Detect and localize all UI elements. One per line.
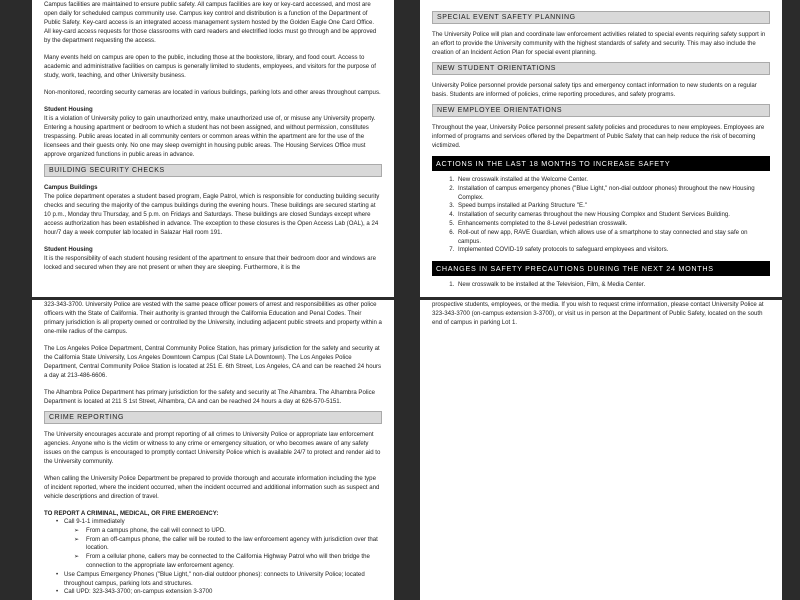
list-item: 3. Speed bumps installed at Parking Structure "E." bbox=[456, 202, 770, 211]
new-employee-paragraph: Throughout the year, University Police personnel present safety policies and procedures to new employees. Employees are informed of programs and services offered by the Department of Public Safety that can help reduce the risk of becoming victimized. bbox=[432, 124, 765, 149]
page-top-right bbox=[420, 0, 782, 297]
campus-buildings-title: Campus Buildings bbox=[44, 184, 98, 191]
list-item: 5. Enhancements completed to the 8-Level pedestrian crosswalk. bbox=[456, 220, 770, 229]
list-item-text: Call 9-1-1 immediately bbox=[64, 518, 125, 525]
section-header-special-event: SPECIAL EVENT SAFETY PLANNING bbox=[432, 11, 770, 24]
cameras-paragraph: Non-monitored, recording security cameras are located in various buildings, parking lots and other areas throughout campus. bbox=[44, 89, 381, 96]
section-header-new-student: NEW STUDENT ORIENTATIONS bbox=[432, 62, 770, 75]
lapd-paragraph: The Los Angeles Police Department, Central Community Police Station, has primary jurisdiction for the safety and security at the California State University, Los Angeles Downtown Campus (Cal State LA Downtown). The Los Angeles Police Department, Central Community Police Station is located at 251 E. 6th Street, Los Angeles, CA and can be reached 24 hours a day at 213-486-6606. bbox=[44, 345, 382, 379]
list-item bbox=[56, 518, 382, 571]
special-event-paragraph: The University Police will plan and coordinate law enforcement activities related to special events requiring safety support in an effort to provide the University community with the highest standards of safety and security. This may also include the creation of an Incident Action Plan for special event planning. bbox=[432, 31, 766, 56]
new-student-paragraph: University Police personnel provide personal safety tips and emergency contact information to new students on a regular basis. Students are informed of policies, crime reporting procedures, and safety programs. bbox=[432, 82, 757, 98]
sub-list bbox=[64, 527, 382, 571]
report-emergency-title: TO REPORT A CRIMINAL, MEDICAL, OR FIRE EMERGENCY: bbox=[44, 510, 219, 517]
list-item: 1. New crosswalk installed at the Welcome Center. bbox=[456, 176, 770, 185]
list-item: • Call UPD: 323-343-3700; on-campus extension 3-3700 bbox=[56, 588, 382, 597]
list-item: 4. Installation of security cameras throughout the new Housing Complex and Student Services Building. bbox=[456, 211, 770, 220]
list-item: • Use Campus Emergency Phones ("Blue Light," non-dial outdoor phones): connects to University Police; located throughout campus, parking lots and structures. bbox=[56, 571, 382, 589]
sub-list-item: ➢ From an off-campus phone, the caller will be routed to the law enforcement agency with jurisdiction over that location. bbox=[74, 536, 382, 554]
list-item: 1. New crosswalk to be installed at the Television, Film, & Media Center. bbox=[456, 281, 770, 290]
student-housing-title-2: Student Housing bbox=[44, 246, 93, 253]
campus-buildings-paragraph: The police department operates a student based program, Eagle Patrol, which is responsible for conducting building security checks and securing the majority of the campus buildings during the evening hours. These buildings are secured starting at 10 p.m., Monday thru Thursday, and 5 p.m. on Fridays and Saturdays. These buildings are closed Sundays except where access authorization has been established in advance. The exception to these closures is the Open Access Lab (OAL), a 24 hour/7 day a week computer lab located in Salazar Hall room 191. bbox=[44, 193, 380, 236]
section-header-building-security: BUILDING SECURITY CHECKS bbox=[44, 164, 382, 177]
page-top-left bbox=[32, 0, 394, 297]
page-bottom-left bbox=[32, 300, 394, 600]
student-housing-paragraph: It is a violation of University policy to gain unauthorized entry, make unauthorized use of, or misuse any University property. Entering a housing apartment or bedroom to which a student has not been assigned, and without permission, constitutes trespassing. Public areas located in all community centers or common areas within the apartment are for the use of the licensees and their guests only. No one may sleep overnight in housing public areas. The Housing Services Office must approve organized functions in public areas in advance. bbox=[44, 115, 376, 158]
list-item: 2. Installation of campus emergency phones ("Blue Light," non-dial outdoor phones) throughout the new Housing Complex. bbox=[456, 185, 770, 203]
section-header-new-employee: NEW EMPLOYEE ORIENTATIONS bbox=[432, 104, 770, 117]
university-police-paragraph: 323-343-3700. University Police are vested with the same peace officer powers of arrest and responsibilities as other police officers with the State of California. Their authority is granted through the California Education and Penal Codes. Their primary jurisdiction is all property owned or controlled by the University, including adjacent public streets and property within a one-mile radius of the campus. bbox=[44, 301, 382, 335]
report-list bbox=[44, 518, 382, 597]
list-item: 6. Roll-out of new app, RAVE Guardian, which allows use of a smartphone to stay connected and stay safe on campus. bbox=[456, 229, 770, 247]
sub-list-item: ➢ From a campus phone, the call will connect to UPD. bbox=[74, 527, 382, 536]
events-paragraph: Many events held on campus are open to the public, including those at the bookstore, library, and food court. Access to academic and administrative facilities on campus is generally limited to students, employees, and visitors for the purpose of study, work, teaching, and other University business. bbox=[44, 54, 376, 79]
crime-reporting-paragraph: The University encourages accurate and prompt reporting of all crimes to University Police or appropriate law enforcement agencies. Anyone who is the victim or witness to any crime or emergency situation, or who becomes aware of any safety issues on the campus is encouraged to promptly contact University Police which is available 24/7 to protect and render aid to the University community. bbox=[44, 431, 381, 465]
calling-paragraph: When calling the University Police Department be prepared to provide thorough and accurate information including the type of incident reported, where the incident occurred, when the incident occurred and additional information such as suspect and vehicle descriptions and direction of travel. bbox=[44, 475, 380, 500]
list-item: 7. Implemented COVID-19 safety protocols to safeguard employees and visitors. bbox=[456, 246, 770, 255]
student-housing-title: Student Housing bbox=[44, 106, 93, 113]
section-header-actions: ACTIONS IN THE LAST 18 MONTHS TO INCREASE SAFETY bbox=[432, 156, 770, 171]
request-info-paragraph: prospective students, employees, or the media. If you wish to request crime information, please contact University Police at 323-343-3700 (on-campus extension 3-3700), or visit us in person at the Department of Public Safety, located on the south end of campus in parking Lot 1. bbox=[432, 301, 764, 326]
section-header-crime-reporting: CRIME REPORTING bbox=[44, 411, 382, 424]
changes-list bbox=[432, 281, 770, 290]
student-housing-paragraph-2: It is the responsibility of each student housing resident of the apartment to ensure that their bedroom door and windows are locked and secured when they are not present or when they are sleeping. Furthermore, it is the bbox=[44, 255, 376, 271]
section-header-changes: CHANGES IN SAFETY PRECAUTIONS DURING THE NEXT 24 MONTHS bbox=[432, 261, 770, 276]
sub-list-item: ➢ From a cellular phone, callers may be connected to the California Highway Patrol who will then bridge the connection to the appropriate law enforcement agency. bbox=[74, 553, 382, 571]
actions-list bbox=[432, 176, 770, 255]
facilities-paragraph: Campus facilities are maintained to ensure public safety. All campus facilities are key or key-card accessed, and most are open daily for scheduled campus community use. Campus key control and distribution is a function of the Department of Public Safety. Key-card access is an integrated access management system hosted by the Golden Eagle One Card Office. All key-card access requests for those classrooms with card readers and electrified locks must go through and be approved by the department requesting the access. bbox=[44, 1, 377, 44]
alhambra-paragraph: The Alhambra Police Department has primary jurisdiction for the safety and security at The Alhambra. The Alhambra Police Department is located at 211 S 1st Street, Alhambra, CA and can be reached 24 hours a day at 626-570-5151. bbox=[44, 389, 376, 405]
page-bottom-right bbox=[420, 300, 782, 600]
